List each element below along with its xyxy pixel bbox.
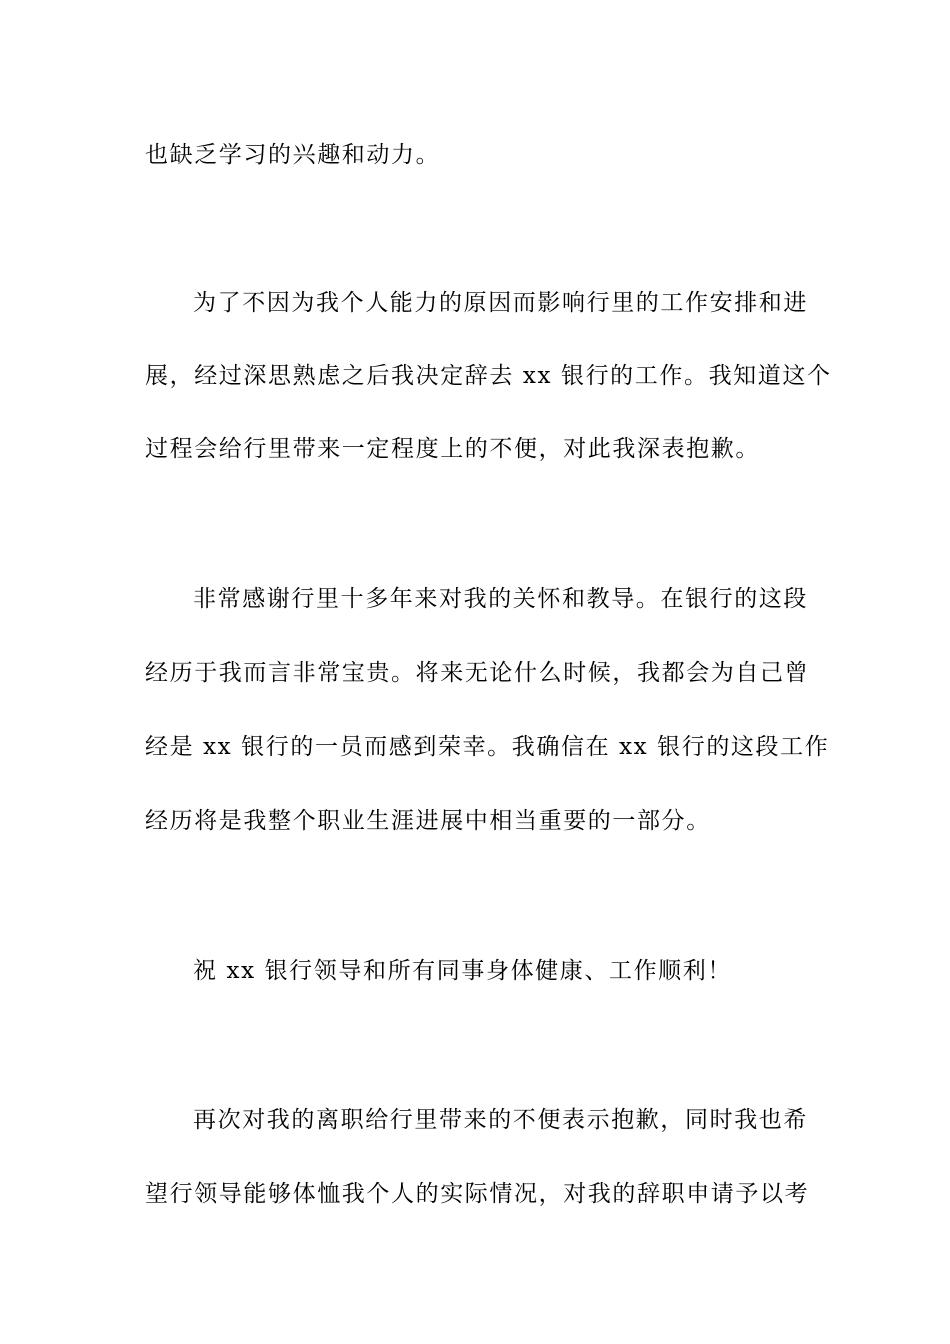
text-line: 经历于我而言非常宝贵。将来无论什么时候，我都会为自己曾	[145, 660, 810, 686]
text-line: 经是 xx 银行的一员而感到荣幸。我确信在 xx 银行的这段工作	[145, 734, 830, 760]
text-line: 再次对我的离职给行里带来的不便表示抱歉，同时我也希	[193, 1107, 808, 1133]
text-line: 非常感谢行里十多年来对我的关怀和教导。在银行的这段	[193, 586, 808, 612]
text-line: 也缺乏学习的兴趣和动力。	[145, 142, 441, 168]
text-line: 展，经过深思熟虑之后我决定辞去 xx 银行的工作。我知道这个	[145, 363, 832, 389]
text-line: 望行领导能够体恤我个人的实际情况，对我的辞职申请予以考	[145, 1181, 810, 1207]
text-line: 过程会给行里带来一定程度上的不便，对此我深表抱歉。	[145, 436, 760, 462]
text-line: 祝 xx 银行领导和所有同事身体健康、工作顺利！	[193, 958, 732, 984]
text-line: 经历将是我整个职业生涯进展中相当重要的一部分。	[145, 808, 711, 834]
text-line: 为了不因为我个人能力的原因而影响行里的工作安排和进	[193, 290, 808, 316]
